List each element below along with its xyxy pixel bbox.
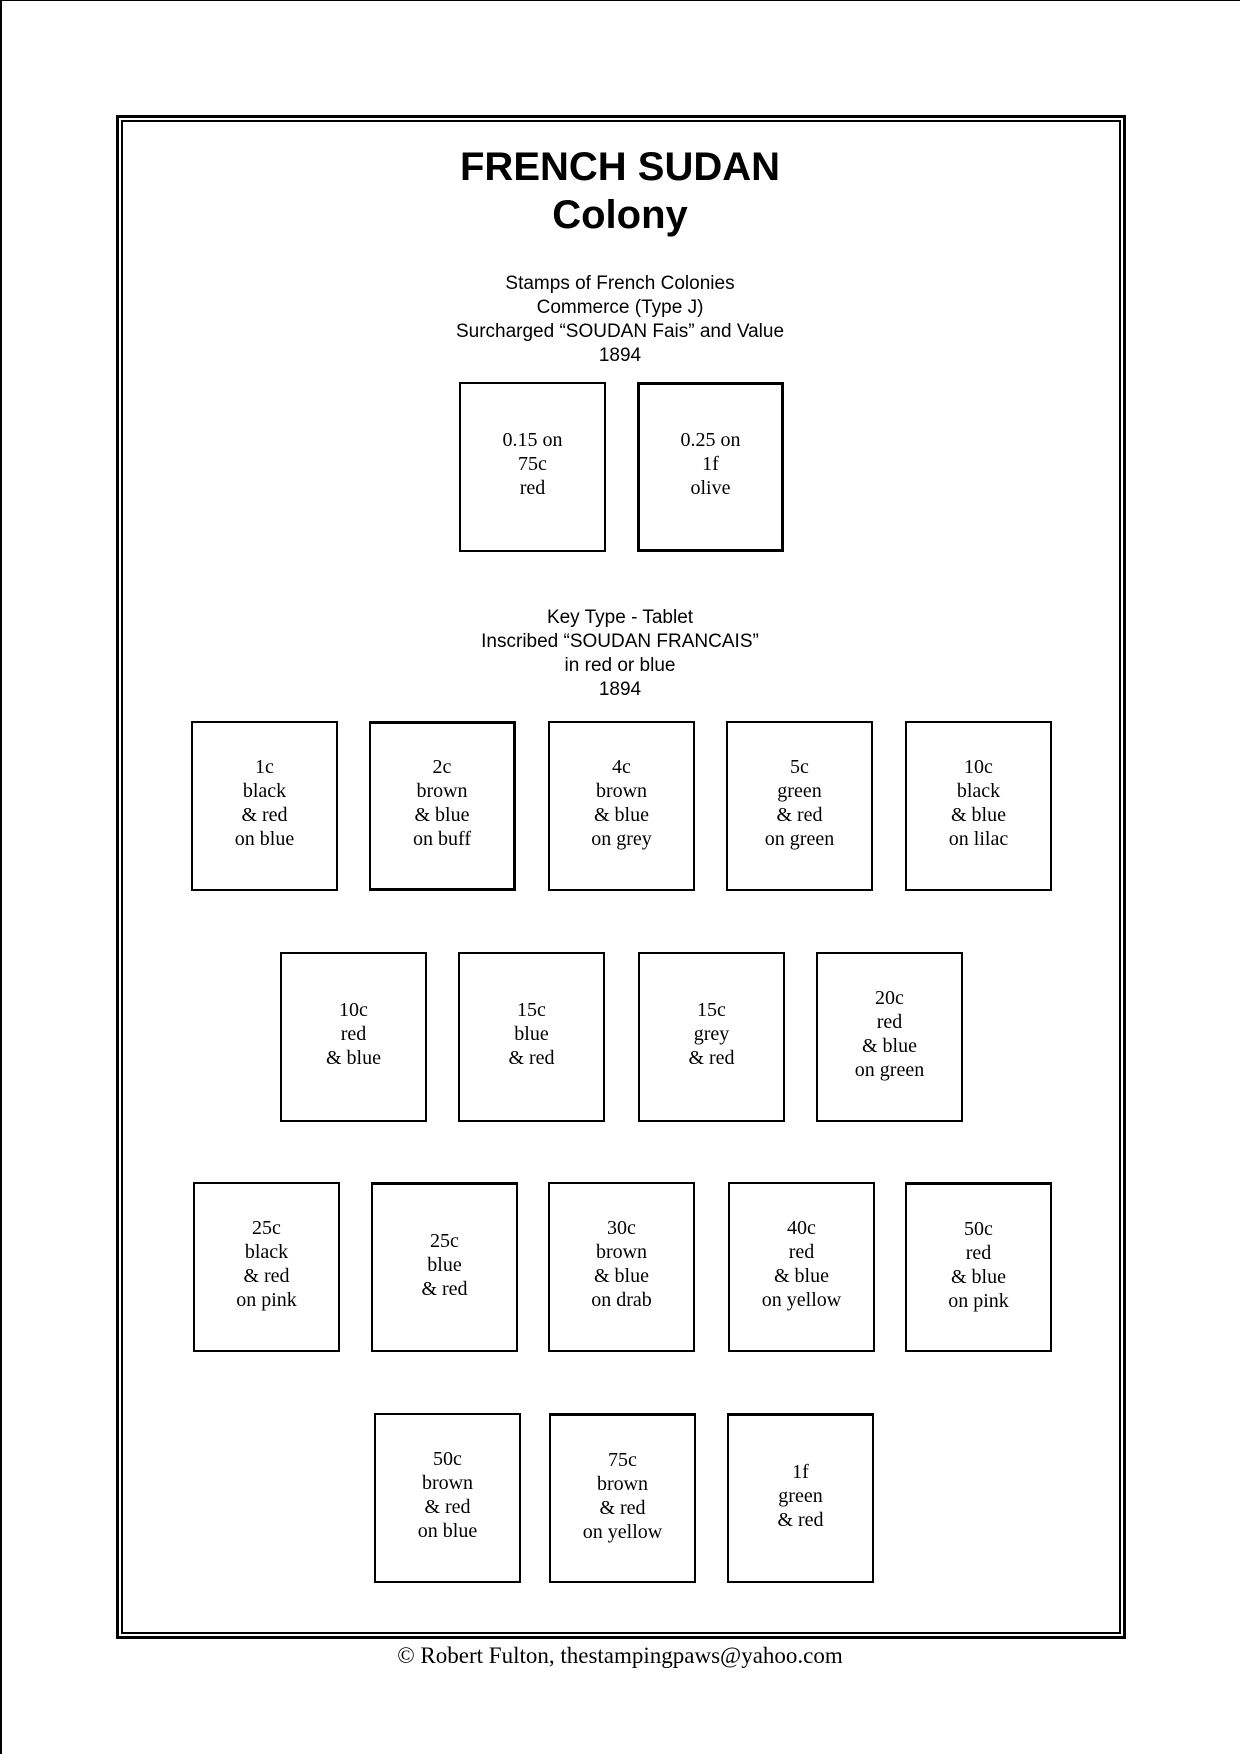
section-heading-key-type — [0, 606, 1240, 702]
stamp-line: on green — [854, 1059, 925, 1081]
stamp-line: on grey — [591, 828, 652, 850]
stamp-line: & red — [776, 804, 823, 826]
stamp-color: olive — [690, 477, 731, 499]
stamp-line: blue — [514, 1023, 549, 1045]
stamp-line: on blue — [417, 1520, 478, 1542]
stamp-line: on pink — [948, 1289, 1009, 1312]
stamp-box — [548, 1182, 695, 1352]
stamp-line: black — [242, 780, 287, 802]
heading-line: in red or blue — [564, 655, 676, 676]
page-subtitle: Colony — [552, 193, 688, 237]
stamp-line: 50c — [964, 1217, 993, 1240]
heading-line: 1894 — [598, 679, 642, 700]
section-heading-surcharged — [0, 272, 1240, 368]
stamp-line: 50c — [433, 1448, 462, 1470]
stamp-line: 20c — [875, 987, 904, 1009]
stamp-line: & blue — [593, 804, 649, 826]
stamp-line: brown — [416, 780, 468, 802]
stamp-line: on yellow — [761, 1289, 842, 1311]
stamp-box — [905, 1182, 1052, 1352]
stamp-line: 30c — [607, 1217, 636, 1239]
heading-line: Inscribed “SOUDAN FRANCAIS” — [481, 631, 759, 652]
stamp-line: red — [876, 1011, 903, 1033]
stamp-box — [371, 1182, 518, 1352]
stamp-box — [638, 952, 785, 1122]
stamp-line: & blue — [861, 1035, 917, 1057]
copyright-footer: © Robert Fulton, thestampingpaws@yahoo.com — [397, 1643, 843, 1668]
stamp-line: 2c — [432, 756, 452, 778]
stamp-line: green — [778, 1484, 823, 1507]
stamp-value: 0.25 on — [680, 429, 741, 451]
stamp-box — [191, 721, 338, 891]
stamp-box — [548, 721, 695, 891]
stamp-line: 75c — [608, 1448, 637, 1471]
stamp-box — [549, 1413, 696, 1583]
stamp-line: & red — [508, 1047, 555, 1069]
page-title: FRENCH SUDAN — [460, 145, 780, 189]
stamp-line: brown — [595, 1241, 648, 1263]
stamp-line: 25c — [252, 1217, 281, 1239]
stamp-line: 40c — [787, 1217, 816, 1239]
stamp-line: black — [956, 780, 1001, 802]
stamp-box — [459, 382, 606, 552]
stamp-line: green — [777, 780, 822, 802]
stamp-line: brown — [595, 780, 648, 802]
stamp-box — [369, 721, 516, 891]
stamp-line: 10c — [964, 756, 993, 778]
stamp-box — [816, 952, 963, 1122]
stamp-line: brown — [596, 1472, 649, 1495]
stamp-line: on yellow — [582, 1520, 663, 1543]
stamp-box — [280, 952, 427, 1122]
stamp-line: & red — [424, 1496, 471, 1518]
stamp-line: 1f — [792, 1460, 809, 1483]
stamp-line: 4c — [612, 756, 631, 778]
page-edge-top — [0, 0, 1240, 1]
stamp-line: on blue — [234, 828, 295, 850]
stamp-denomination: 1f — [702, 453, 719, 475]
stamp-line: & red — [421, 1277, 468, 1300]
stamp-line: blue — [427, 1253, 462, 1276]
stamp-line: & blue — [951, 1265, 1006, 1288]
stamp-line: brown — [421, 1472, 474, 1494]
heading-line: Commerce (Type J) — [536, 297, 704, 318]
stamp-line: on pink — [236, 1289, 297, 1311]
stamp-line: on lilac — [948, 828, 1009, 850]
stamp-box — [726, 721, 873, 891]
stamp-box — [193, 1182, 340, 1352]
stamp-denomination: 75c — [518, 453, 547, 475]
stamp-line: & red — [241, 804, 288, 826]
stamp-line: black — [244, 1241, 289, 1263]
stamp-line: 25c — [430, 1229, 459, 1252]
heading-line: 1894 — [598, 345, 642, 366]
stamp-line: on buff — [413, 828, 471, 850]
stamp-box — [637, 382, 784, 552]
stamp-line: 15c — [697, 999, 726, 1021]
stamp-box — [727, 1413, 874, 1583]
stamp-color: red — [519, 477, 546, 499]
stamp-box — [458, 952, 605, 1122]
stamp-line: 1c — [255, 756, 274, 778]
stamp-line: red — [788, 1241, 815, 1263]
stamp-line: on drab — [591, 1289, 652, 1311]
stamp-line: & blue — [414, 804, 470, 826]
stamp-line: 15c — [517, 999, 546, 1021]
stamp-box — [905, 721, 1052, 891]
heading-line: Key Type - Tablet — [546, 607, 694, 628]
stamp-line: & red — [599, 1496, 646, 1519]
stamp-line: 10c — [339, 999, 368, 1021]
stamp-line: & blue — [951, 804, 1006, 826]
stamp-value: 0.15 on — [502, 429, 563, 451]
stamp-line: & blue — [593, 1265, 649, 1287]
stamp-line: & red — [243, 1265, 290, 1287]
stamp-line: 5c — [790, 756, 809, 778]
stamp-line: & blue — [326, 1047, 381, 1069]
stamp-line: & blue — [774, 1265, 829, 1287]
stamp-line: red — [340, 1023, 367, 1045]
page-edge-left — [0, 0, 2, 1754]
stamp-line: on green — [764, 828, 835, 850]
stamp-box — [374, 1413, 521, 1583]
stamp-line: grey — [693, 1023, 730, 1045]
stamp-box — [728, 1182, 875, 1352]
heading-line: Surcharged “SOUDAN Fais” and Value — [455, 321, 785, 342]
stamp-line: & red — [777, 1508, 824, 1531]
stamp-line: red — [965, 1241, 992, 1264]
stamp-line: & red — [688, 1047, 735, 1069]
heading-line: Stamps of French Colonies — [505, 273, 735, 294]
